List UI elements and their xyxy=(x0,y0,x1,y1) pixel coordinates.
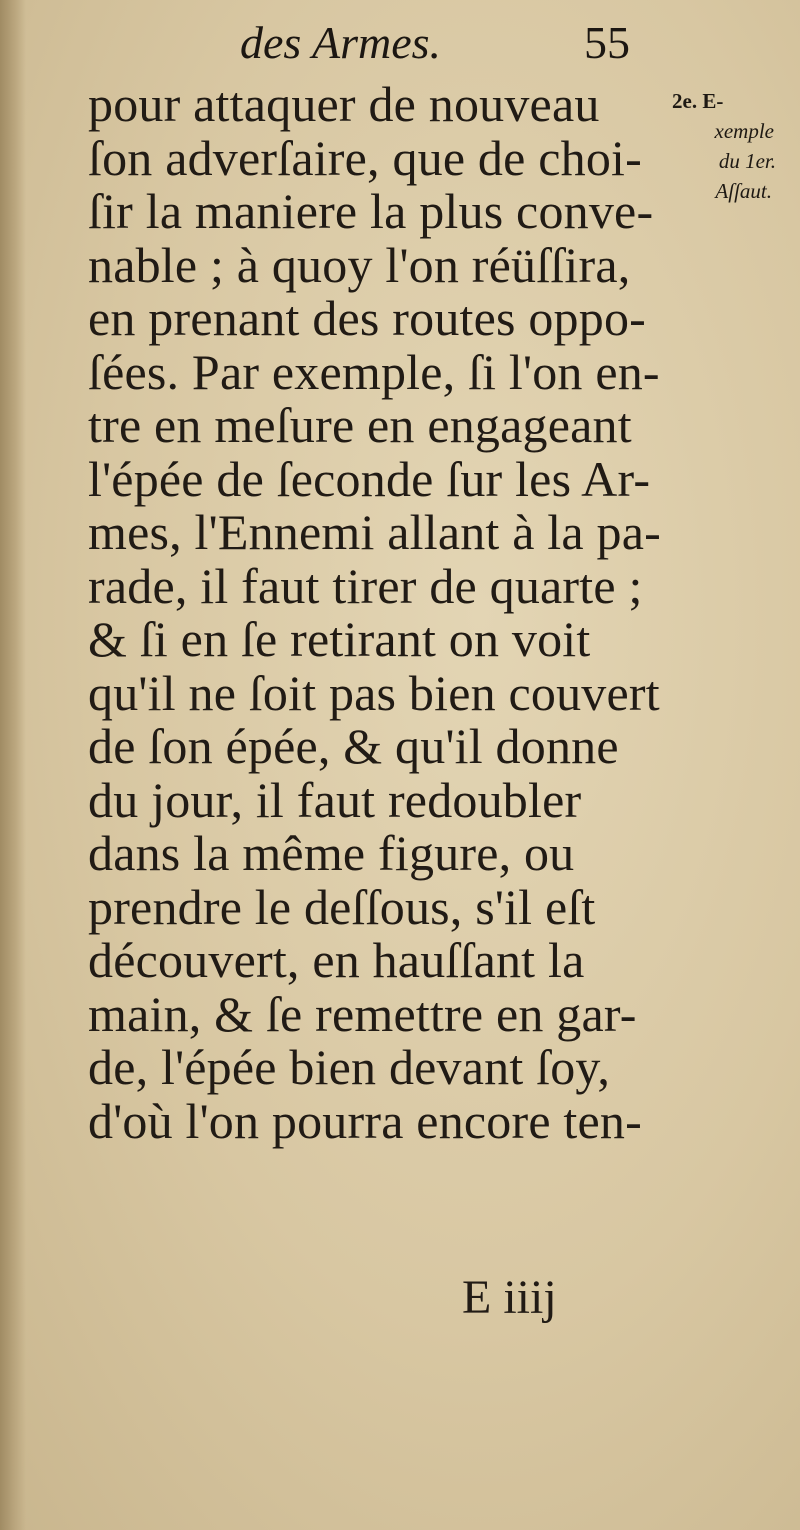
text-line: l'épée de ſeconde ſur les Ar- xyxy=(88,450,651,507)
page-header xyxy=(0,12,800,82)
text-line: qu'il ne ſoit pas bien couvert xyxy=(88,664,660,721)
page-gutter-shadow xyxy=(0,0,26,1530)
marginal-note-line: Aſſaut. xyxy=(715,179,772,203)
text-line: découvert, en hauſſant la xyxy=(88,932,585,988)
text-line: de ſon épée, & qu'il donne xyxy=(88,718,619,774)
text-line: nable ; à quoy l'on réüſſira, xyxy=(88,236,631,293)
text-line: ſir la maniere la plus conve- xyxy=(88,183,654,239)
text-line: ſon adverſaire, que de choi- xyxy=(88,129,642,186)
signature-mark: E iiij xyxy=(462,1271,557,1324)
page-number: 55 xyxy=(584,17,630,68)
marginal-note-line: xemple xyxy=(714,119,774,143)
text-line: rade, il faut tirer de quarte ; xyxy=(88,557,643,614)
text-line: & ſi en ſe retirant on voit xyxy=(88,611,591,667)
marginal-note-line: 2e. E- xyxy=(672,89,724,113)
text-line: de, l'épée bien devant ſoy, xyxy=(88,1039,611,1095)
running-title: des Armes. xyxy=(240,17,442,68)
text-line: dans la même figure, ou xyxy=(88,825,575,881)
marginal-note xyxy=(664,86,784,206)
marginal-note-line: du 1er. xyxy=(718,149,776,173)
text-line: ſées. Par exemple, ſi l'on en- xyxy=(88,343,660,400)
text-line: prendre le deſſous, s'il eſt xyxy=(88,878,596,935)
body-text xyxy=(88,76,661,1149)
text-line: pour attaquer de nouveau xyxy=(88,76,600,132)
text-line: tre en meſure en engageant xyxy=(88,397,632,453)
text-line: d'où l'on pourra encore ten- xyxy=(88,1092,642,1149)
text-line: mes, l'Ennemi allant à la pa- xyxy=(88,504,661,560)
text-line: du jour, il faut redoubler xyxy=(88,771,582,828)
text-line: main, & ſe remettre en gar- xyxy=(88,985,637,1042)
text-line: en prenant des routes oppo- xyxy=(88,290,647,346)
